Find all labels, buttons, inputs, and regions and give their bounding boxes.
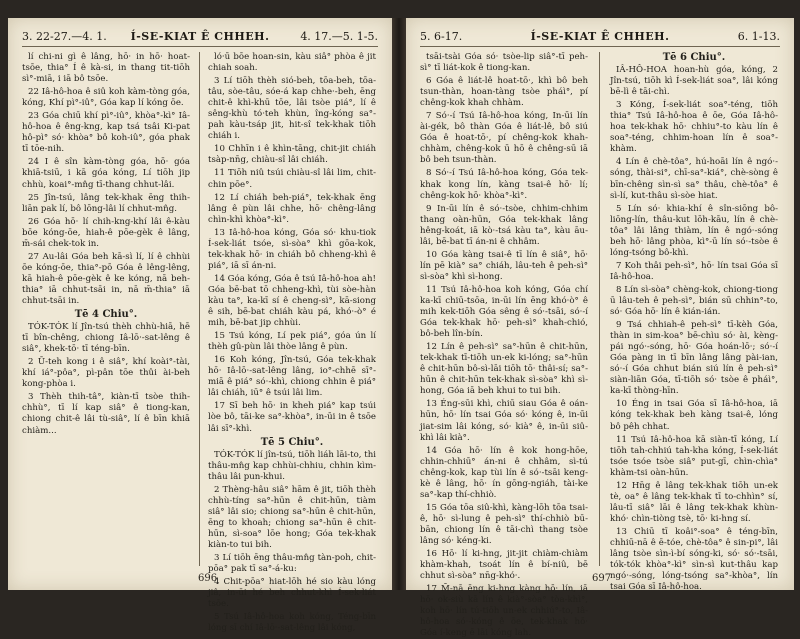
verse-paragraph: 3 Lí tiōh ēng thâu-mn̂g tàn-poh, chit-pōa° pak tī sa°-á-ku:	[208, 553, 376, 575]
verse-paragraph: 16 Hō· lí ki-hng, jit-jit chiàm-chiàm khàm-khah, tsoát lín ê bí-niû, bē chhut sì-sòa° nn̄g-khó·.	[420, 549, 588, 582]
verse-paragraph: 8 Lín sì-sòa° chèng-kok, chiong-tiong ū lâu-teh ê peh-sì°, bián sū chhin°-to, só· Góa hō· lín ê kián-ián.	[610, 284, 778, 318]
verse-paragraph: 5 Lín só· khia-khí ê sîn-siōng bô-liōng-lín, thâu-kut lōh-kāu, lín ê chè-tôa° lâi lâng thiàm, lín ê ngó·-sóng beh hō· lâng phòa, kì°-ū lín só·-tsòe ê lóng-tsóng bô-khì.	[610, 203, 778, 258]
verse-paragraph: 13 Chiū tī koâi°-soa° ê téng-bīn, chhiū-nā ê ē-tóe, chè-tôa° ê sin-pi°, lâi lâng tsòe sìn-ì-bí sóng-ki, só· só·-tsāi, tók-tók khòa°-kì° sìn-sì kut-thâu kap ngó·-sóng, lóng-tsóng sa°-khòa°, lín tsai Góa sī Iâ-hô-hoa.	[610, 526, 778, 593]
verse-paragraph: lí chi-ni gì ê lâng, hō· in hō· hoat-tsōe, thia° Í ê kà-si, in thang tit-tiōh sì°-miā, i iā bô tsōe.	[22, 52, 190, 85]
right-page	[406, 18, 794, 639]
chapter-heading: Tē 5 Chiu°.	[260, 436, 324, 448]
verse-paragraph: 22 Iâ-hô-hoa ê siû koh kàm-tòng góa, kóng, Khí pì°-iû°, Góa kap lí kóng ōe.	[22, 87, 190, 109]
verse-paragraph: 3 Thèh thih-tâ°, kiàn-tī tsòe thih-chhù°, tī lí kap siâ° ê tiong-kan, chiong chit-ê lâi tù-siâ°, lí ê bīn khiā chiàm...	[22, 392, 190, 436]
left-page	[8, 18, 392, 634]
column-divider	[199, 52, 200, 566]
verse-paragraph: ló·ū bōe hoan-sin, kàu siâ° phòa ê jit chiah soah.	[208, 52, 376, 74]
right-chapter-ref-end: 6. 1-13.	[737, 30, 780, 43]
verse-paragraph: 2 Ū-teh kong i ê siâ°, khí koài°-tài, khí iá°-pôa°, pì-pân tōe thûi ài-beh kong-phòa i.	[22, 357, 190, 390]
verse-paragraph: 11 Tsú Iâ-hô-hoa koh kóng, Góa chí ka-kī chiū-tsōa, in-ūi lín ēng khó·ò° ê mih kek-tiōh Góa sêng ê só·-tsāi, só·-í Góa tek-khak hō· peh-sì° khah-chió, bô-beh lîn-bín.	[420, 284, 588, 340]
right-page-header	[420, 30, 780, 47]
verse-paragraph: 13 Iâ-hô-hoa kóng, Góa só· khu-tiok Í-sek-liát tsóe, sì-sòa° khì gōa-kok, tek-khak hō· in chiáh bô chheng-khì ê piá°, iā sī án-ni.	[208, 227, 376, 271]
page-number: 696	[198, 573, 218, 584]
verse-paragraph: 7 Só·-í Tsú Iâ-hô-hoa kóng, In-ūi lín ài-gék, bô thàn Góa ê liát-lê, bô siú Góa ê hoat-tō·, pí chêng-kok khah-chhàm, chêng-kok ū hō ê chêng-sū iā bô beh tsun-thàn.	[420, 111, 588, 166]
chapter-heading: Tē 6 Chiu°.	[662, 52, 726, 63]
verse-paragraph: 10 Éng in tsai Góa sī Iâ-hô-hoa, iā kóng tek-khak beh kàng tsai-ê, lóng bô pêh chhat.	[610, 399, 778, 432]
verse-paragraph: IÂ-HÔ-HOA hoan-hù góa, kóng, 2 Jîn-tsú, tiōh kì Í-sek-liát soa°, lâi kóng bē-lì ê tāi-chì.	[610, 65, 778, 98]
verse-paragraph: 14 Góa hō· lín ê kok hong-hōe, chhin-chhiū° án-ni ê chhâm, sì-tú chêng-kok, kap tùi lín ê só·-tsāi keng-kè ê lâng, hō· ín gōng-ngiáh, tài-ke sa°-kap thí-chhiò.	[420, 445, 588, 500]
verse-paragraph: 9 In-ūi lín ê só·-tsòe, chhim-chhim thang oàn-hūn, Góa tek-khak lâng hêng-koát, iā kò·-tsá kàu ta°, kàu āu-lâi, bē-bat tī án-ni ê chhâm.	[420, 203, 588, 247]
verse-paragraph: 24 I ê sîn kàm-tòng góa, hō· góa khiā-tsiū, i kā góa kóng, Lí tiōh jip chhù, koai°-mn̂g tī-thang chhut-lâi.	[22, 157, 190, 190]
verse-paragraph: 8 Só·-í Tsú Iâ-hô-hoa kóng, Góa tek-khak kong lín, kàng tsai-ê hō· lí; chêng-kok hō· khòa°-kì°.	[420, 168, 588, 201]
right-chapter-ref-start: 5. 6-17.	[420, 30, 463, 43]
page-number: 697	[592, 573, 612, 584]
left-chapter-ref-start: 3. 22-27.—4. 1.	[22, 30, 107, 43]
verse-paragraph: 9 Tsá chhiah-ê peh-sì° tī-kèh Góa, thàn in sim-koa° bē-chìu só· ài, kèng-pái ngó·-sóng, hō· Góa hoán-lō·; só·-í Góa pàng in tī bīn lâng lâng pài-ian, só·-í Góa chhut bián siú lín ê peh-sì° siàn-liān Góa, tī-tiōh só· tsòe ê pháì°, ka-kī thòng-hīn.	[610, 320, 778, 397]
verse-paragraph: 12 Hn̄g ê lâng tek-khak tiōh un-ek tè, oa° ê lâng tek-khak tī to-chhìn° sí, lâu-tī siâ° lāi ê lâng tek-khak khùn-khó· chìn-tiòng tsè, tō· ki-hng sí.	[610, 480, 778, 524]
verse-paragraph: 27 Au-lâi Góa beh kā-sì lí, lí ê chhùi ōe kóng-ōe, thia°-pō Góa ê lêng-lêng, kā hiah-ê pōe-gèk ê ke kóng, nā beh-thia° iā chhut-tsāi in, nā m̄-thia° iā chhut-tsāi in.	[22, 251, 190, 306]
verse-paragraph: 10 Chhīn i ê khìn-tāng, chit-jit chiáh tsàp-nn̄g, chiàu-sî lâi chiáh.	[208, 144, 376, 166]
verse-paragraph: 17 M̄-nā ēng ki-hng kàng hō· lín, iā hō· ok-siù kā lín ê kià°-sòa° tòa-khì°, koh hō· lín tú-tiōh un-ek chhiú°-to, Iâ-hô-hoa só·-kóng ê ōe, tek-khak hō· Góa í-keng ē lāi kóng lah.	[420, 584, 588, 639]
verse-paragraph: 25 Jîn-tsú, lâng tek-khak ēng thih-liān pak lí, bô lōng-lâi lí chhut-mn̂g.	[22, 192, 190, 214]
verse-paragraph: 16 Koh kóng, Jîn-tsú, Góa tek-khak hō· Iâ-lō·-sat-lêng lâng, io°-chhē sī°-miā ê piá° só·-khì, chiong chhin ê piá° lâi chiáh, iū° ê tsúi lâi lim.	[208, 355, 376, 399]
verse-paragraph: 5 Tsú Iâ-hô-hoa koh kóng, Téng-bīn lóng sī chí Iâ-lō·-sat-lêng lâi kóng,	[208, 612, 376, 634]
verse-paragraph: 14 Góa kóng, Góa ê tsú Iâ-hô-hoa ah! Góa bē-bat tō chheng-khì, tùi sòe-hàn kàu ta°, ka-kī sí ê cheng-sì°, kā-siong ê sih, bē-bat chiáh kàu pá, khó·-ò° é mih, bē-bat jip chhùi.	[208, 273, 376, 329]
verse-paragraph: 6 Góa ê liát-lê hoat-tō·, khì bô beh tsun-thàn, hoan-tàng tsòe pháì°, pí chêng-kok khah chhàm.	[420, 76, 588, 109]
verse-paragraph: 23 Góa chiū khí pì°-iû°, khòa°-kì° Iâ-hô-hoa ê êng-kng, kap tsá tsâi Ki-pat hô-pì° só· khòa° bô koh-iû°, góa phak tī tōe-nih.	[22, 111, 190, 155]
verse-paragraph: 11 Tsú Iâ-hô-hoa kā siàn-tī kóng, Lí tiōh tah-chhiú tah-kha kóng, Í-sek-liát tsóe tsóe tsòe siâ° put-gī, chìn-chìa° khàm-tsi oàn-hūn.	[610, 434, 778, 478]
verse-paragraph: 15 Tsú kóng, Lí pek piá°, góa ún lí thèh gû-pùn lâi thòe lâng ê pùn.	[208, 331, 376, 353]
verse-paragraph: 12 Lín ê peh-sì° sa°-hūn ê chit-hūn, tek-khak tī-tiōh un-ek ki-lóng; sa°-hūn ê chit-hūn bô-sì-lāi tiōh tō· thâi-sí; sa°-hūn ê chit-hūn tek-khak sì-sòa° khì sì-hong, Góa iā beh khui to tui bih.	[420, 342, 588, 397]
verse-paragraph: 10 Góa kàng tsai-ê tī lín ê siâ°, hō· lín pē kià° sa° chiáh, lâu-teh ê peh-sì° sì-sòa° khì sì-hong.	[420, 249, 588, 282]
chapter-heading: Tē 4 Chiu°.	[74, 309, 138, 321]
verse-paragraph: 2 Thèng-hâu siâ° hām ê jit, tiōh thèh chhù-tíng sa°-hūn ê chit-hūn, tiàm siâ° lâi sio; chiong sa°-hūn ê chit-hūn, ēng to khoah; chiong sa°-hūn ê chit-hūn, sì-soa° lōe hong; Góa tek-khak kiàn-to tui bih.	[208, 484, 376, 550]
column-divider	[599, 52, 600, 566]
right-running-title: Í-SE-KIAT Ê CHHEH.	[530, 30, 670, 43]
book-gutter	[392, 18, 406, 590]
right-column-2	[610, 52, 778, 593]
verse-paragraph: 4 Chit-pōa° hiat-lōh hé sio kàu lóng jiâ, in-ūi hé beh chhut-khì Í-sek-liát tsōe.	[208, 577, 376, 610]
verse-paragraph: 3 Kóng, Í-sek-liát soa°-téng, tiōh thia° Tsú Iâ-hô-hoa ê ōe, Góa Iâ-hô-hoa tek-khak hō· chhiu°-to kàu lín ê soa°-téng, chhim-hoan lín ê soa°-khàm.	[610, 100, 778, 155]
verse-paragraph: tsāi-tsài Góa só· tsòe-lip siâ°-tī peh-sì° tī liát-kok ê tiong-kan.	[420, 52, 588, 74]
verse-paragraph: 26 Góa hō· lí chih-kng-khí lâi ê-kàu bōe kóng-ōe, hiah-ê pōe-gèk ê lâng, m̄-sái chek-tok in.	[22, 216, 190, 249]
left-running-title: Í-SE-KIAT Ê CHHEH.	[130, 30, 270, 43]
verse-paragraph: TÓK-TÓK lí jîn-tsú, tiōh liáh lāi-to, thi thâu-mn̂g kap chhùi-chhiu, chhin kìm-thâu lâi pun-khui.	[208, 449, 376, 482]
verse-paragraph: 4 Lín ê chè-tôa°, hú-hoāi lín ê ngó·-sóng, thài-si°, chī-sa°-kiá°, chè-sòng ê bīn-chêng sìn-sì sa° thâu, chè-tôa° ê sì-lí, kut-thâu sì-sòe hiat.	[610, 157, 778, 201]
verse-paragraph: 13 Éng-sūi khì, chiū siau Góa ê oán-hūn, hō· lín tsai Góa só· kóng ê, in-ūi jiat-sim lâi kóng, só· kià° ê, in-ūi siû-khì lâi kià°.	[420, 399, 588, 443]
verse-paragraph: TÓK-TÓK lí Jîn-tsú thèh chhù-hiā, hē tī bîn-chêng, chiong Iâ-lō·-sat-lêng ê siâ°, khek-tō· tī téng-bīn.	[22, 322, 190, 355]
left-column-1	[22, 52, 190, 566]
verse-paragraph: 15 Góa tōa siû-khì, kàng-lōh tōa tsai-ê, hō· sì-lung ê peh-sì° thí-chhiò bū-bān, chiong lín ê tāi-chì thang tsòe lâng só· kéng-ki.	[420, 502, 588, 546]
verse-paragraph: 17 Sī beh hō· in kheh piá° kap tsúi lòe bô, tāi-ke sa°-khòa°, in-ūi in ê tsōe lâi sī°-khì.	[208, 401, 376, 434]
right-column-1	[420, 52, 588, 639]
verse-paragraph: 3 Lí tiōh thèh sió-beh, tōa-beh, tōa-tâu, sòe-tâu, sóe-á kap chhe·-beh, ēng chit-ê khì-khū tōe, lâi tsòe piá°, lí ê sêng-khù tó·teh khùn, îng-kóng sa°-pah kàu-tsáp jit, hit-sî tek-khak tiōh chiáh i.	[208, 76, 376, 142]
left-chapter-ref-end: 4. 17.—5. 1-5.	[300, 30, 378, 43]
verse-paragraph: 11 Tiōh niû tsúi chiàu-sî lâi lim, chit-chin pōe°.	[208, 168, 376, 190]
verse-paragraph: 7 Koh thâi peh-sì°, hō· lín tsai Góa sī Iâ-hô-hoa.	[610, 260, 778, 282]
verse-paragraph: 12 Lí chiáh beh-piá°, tek-khak ēng lâng ê pùn lâi chhe, hō· chêng-lâng chìn-khì khòa°-kì°.	[208, 192, 376, 225]
left-page-header	[22, 30, 378, 47]
